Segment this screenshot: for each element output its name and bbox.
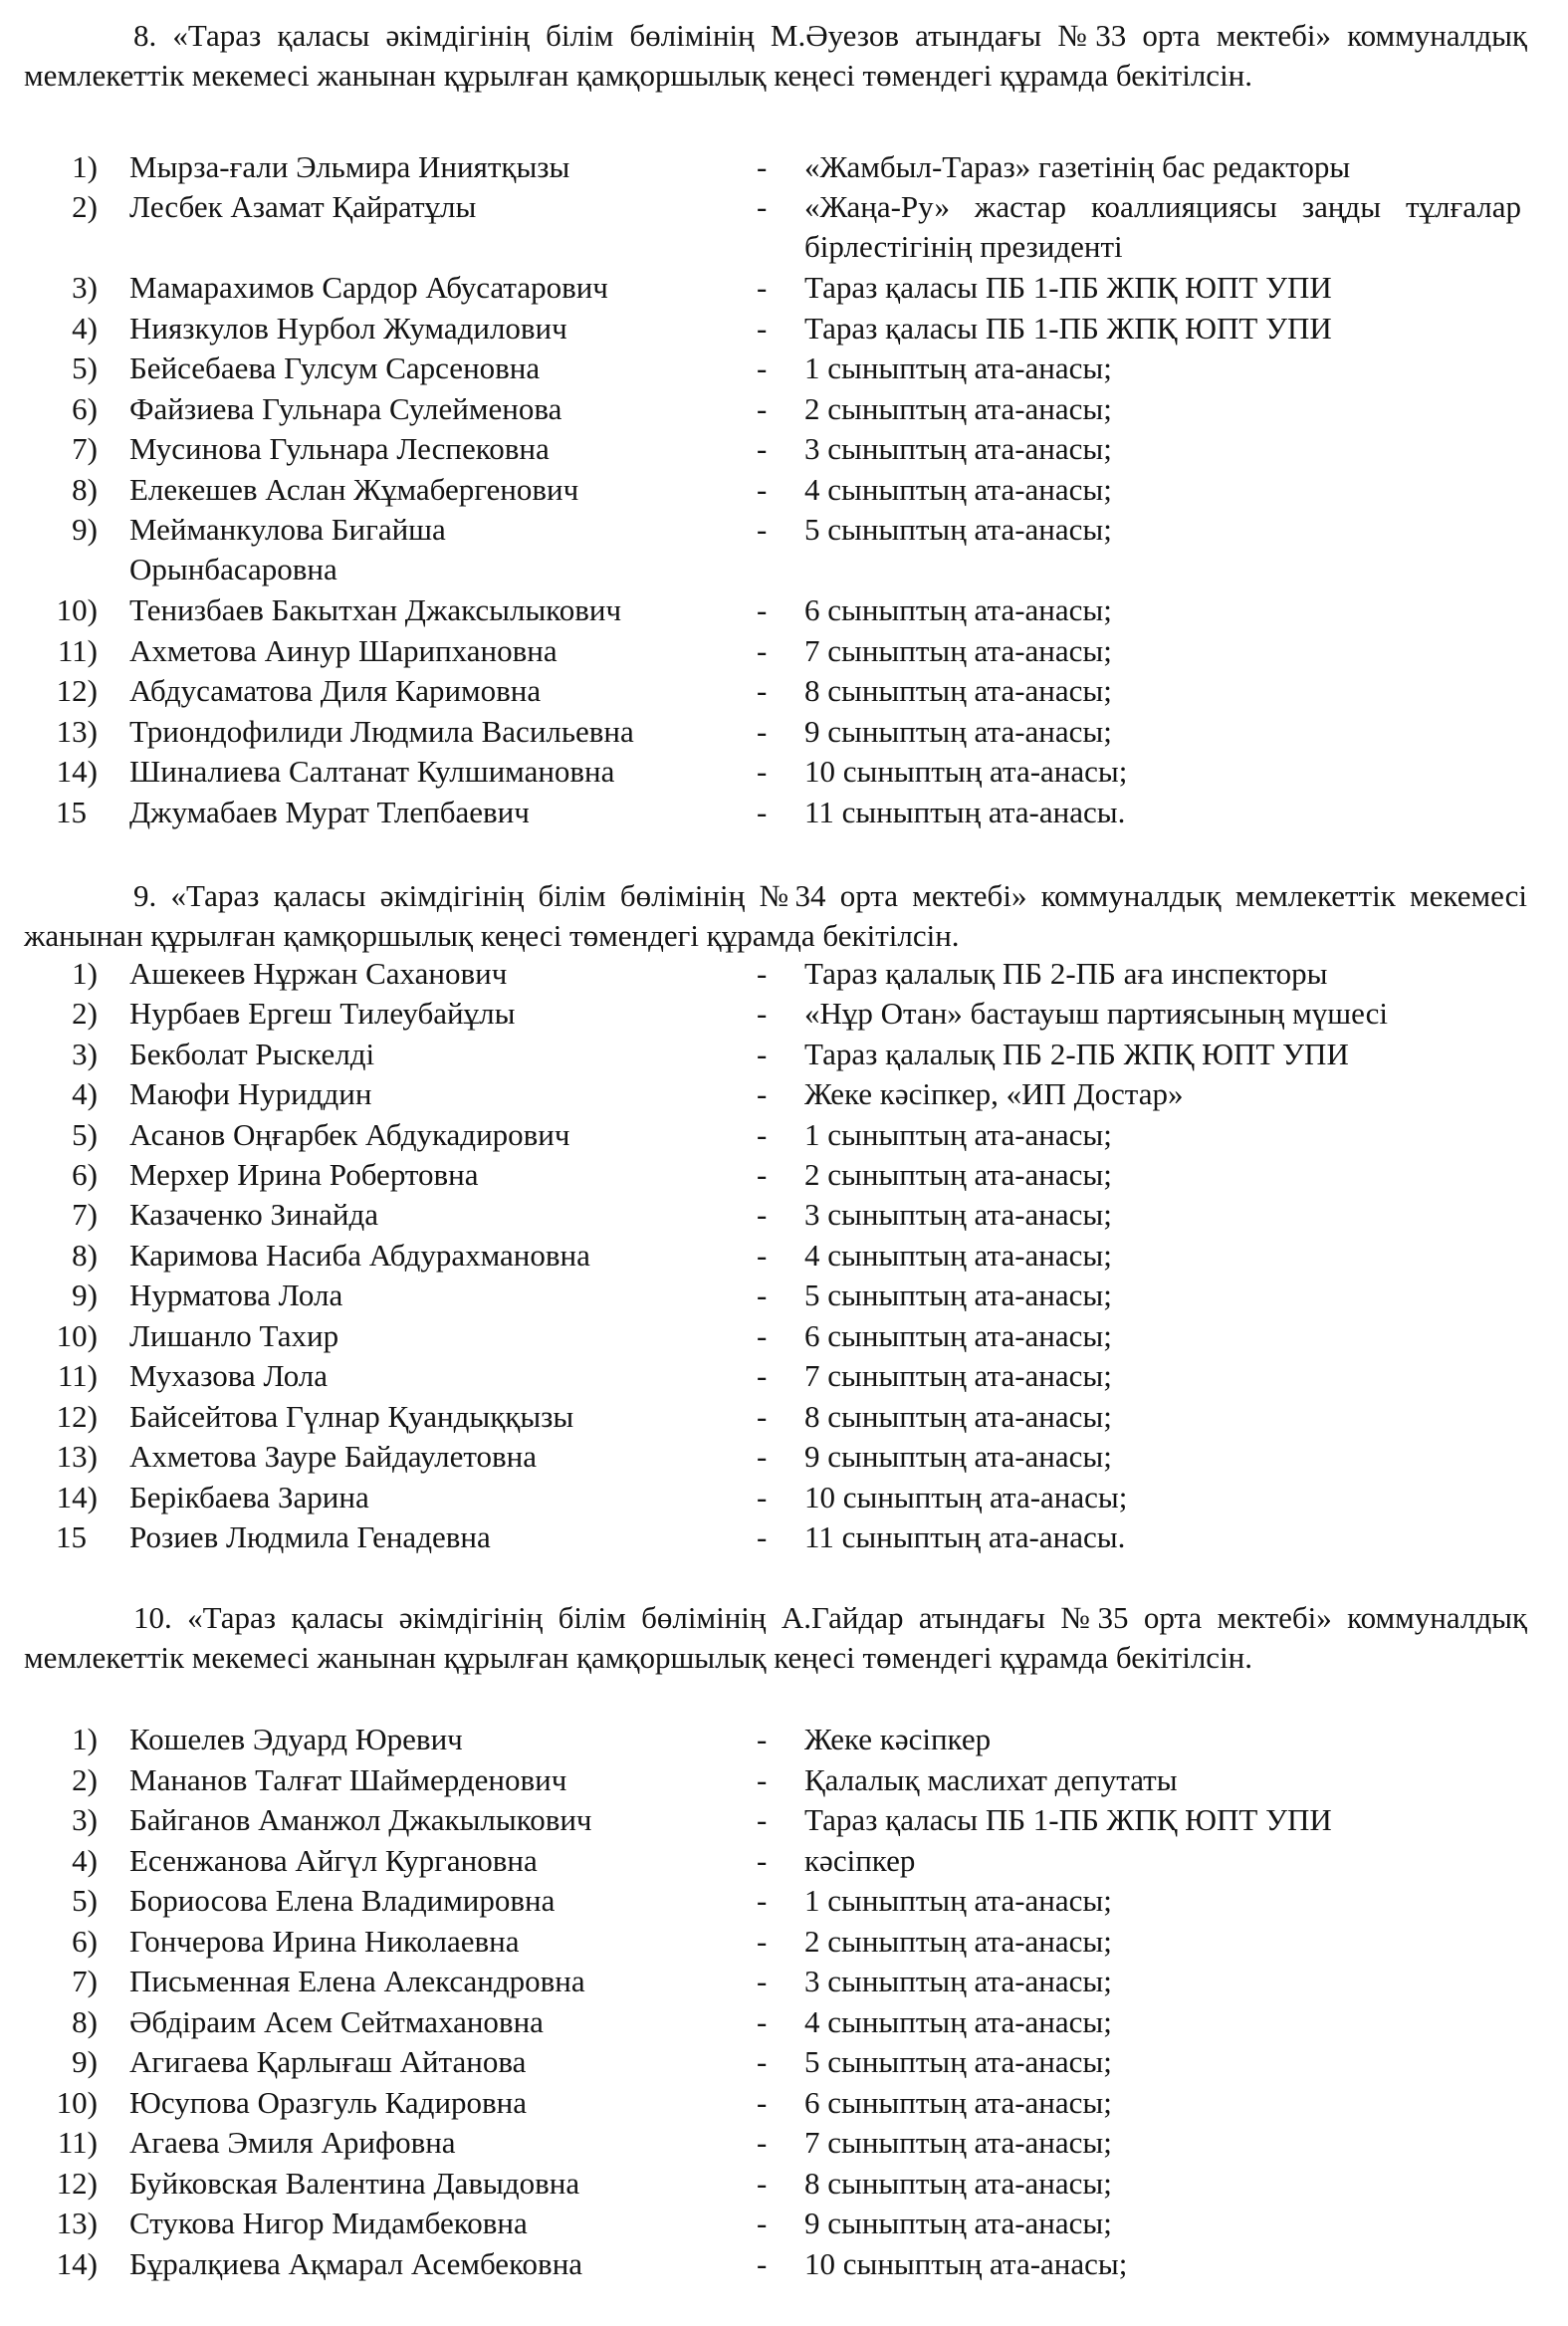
member-name: Бейсебаева Гулсум Сарсеновна: [129, 350, 541, 385]
member-number: 13): [56, 1439, 98, 1474]
member-role: 3 сыныптың ата-анасы;: [804, 1964, 1112, 1998]
member-number: 9): [72, 2044, 98, 2079]
dash-separator: -: [757, 350, 768, 385]
member-role: 2 сыныптың ата-анасы;: [804, 391, 1112, 426]
section-heading: 8. «Тараз қаласы әкімдігінің білім бөлімінің М.Әуезов атындағы №33 орта мектебі» коммуналдық мемлекеттік мекемесі жанынан құрылған қамқоршылық кеңесі төмендегі құрамда бекітілсін.: [24, 18, 1527, 93]
dash-separator: -: [757, 1802, 768, 1837]
member-role: Тараз қалалық ПБ 2-ПБ ЖПҚ ЮПТ УПИ: [804, 1037, 1349, 1071]
dash-separator: -: [757, 1964, 768, 1998]
dash-separator: -: [757, 956, 768, 991]
member-name: Әбдіраим Асем Сейтмахановна: [129, 2004, 544, 2039]
member-number: 12): [56, 673, 98, 708]
member-role: 11 сыныптың ата-анасы.: [804, 795, 1126, 829]
dash-separator: -: [757, 189, 768, 224]
member-number: 5): [72, 350, 98, 385]
member-role: Тараз қаласы ПБ 1-ПБ ЖПҚ ЮПТ УПИ: [804, 1802, 1332, 1837]
dash-separator: -: [757, 673, 768, 708]
member-name: Нурбаев Ергеш Тилеубайұлы: [129, 996, 516, 1031]
member-role: Жеке кәсіпкер: [804, 1722, 992, 1756]
member-number: 11): [57, 1358, 98, 1393]
member-number: 1): [72, 149, 98, 184]
dash-separator: -: [757, 1238, 768, 1273]
member-number: 14): [56, 754, 98, 789]
member-number: 12): [56, 1399, 98, 1434]
member-name: Мананов Талғат Шаймерденович: [129, 1762, 567, 1797]
member-name: Файзиева Гульнара Сулейменова: [129, 391, 562, 426]
member-name: Гончерова Ирина Николаевна: [129, 1924, 520, 1959]
member-name: Ниязкулов Нурбол Жумадилович: [129, 311, 567, 346]
member-name: Ашекеев Нұржан Саханович: [129, 956, 508, 991]
member-number: 7): [72, 431, 98, 466]
member-number: 4): [72, 1076, 98, 1111]
member-role: Тараз қалалық ПБ 2-ПБ аға инспекторы: [804, 956, 1328, 991]
member-name: Лишанло Тахир: [129, 1318, 339, 1353]
member-role: 11 сыныптың ата-анасы.: [804, 1519, 1126, 1554]
member-name: Елекешев Аслан Жұмабергенович: [129, 472, 579, 507]
member-number: 11): [57, 2125, 98, 2160]
member-number: 1): [72, 1722, 98, 1756]
member-name: Мухазова Лола: [129, 1358, 329, 1393]
member-role: 5 сыныптың ата-анасы;: [804, 2044, 1112, 2079]
dash-separator: -: [757, 2125, 768, 2160]
member-role: 10 сыныптың ата-анасы;: [804, 754, 1128, 789]
member-number: 2): [72, 1762, 98, 1797]
dash-separator: -: [757, 1399, 768, 1434]
member-name: Джумабаев Мурат Тлепбаевич: [129, 795, 530, 829]
member-role: Тараз қаласы ПБ 1-ПБ ЖПҚ ЮПТ УПИ: [804, 270, 1332, 305]
dash-separator: -: [757, 472, 768, 507]
member-role: 4 сыныптың ата-анасы;: [804, 472, 1112, 507]
member-number: 2): [72, 189, 98, 224]
member-role: 9 сыныптың ата-анасы;: [804, 1439, 1112, 1474]
member-role: 10 сыныптың ата-анасы;: [804, 2246, 1128, 2281]
member-number: 12): [56, 2166, 98, 2201]
dash-separator: -: [757, 1762, 768, 1797]
member-role: Қалалық маслихат депутаты: [804, 1762, 1178, 1797]
member-role: 7 сыныптың ата-анасы;: [804, 2125, 1112, 2160]
member-number: 4): [72, 311, 98, 346]
member-name: Байсейтова Гүлнар Қуандыққызы: [129, 1399, 574, 1434]
member-role: 6 сыныптың ата-анасы;: [804, 592, 1112, 627]
member-name: Шиналиева Салтанат Кулшимановна: [129, 754, 615, 789]
member-role: кәсіпкер: [804, 1843, 916, 1878]
dash-separator: -: [757, 512, 768, 547]
dash-separator: -: [757, 1358, 768, 1393]
dash-separator: -: [757, 1197, 768, 1232]
member-number: 6): [72, 1924, 98, 1959]
member-role: «Жаңа-Ру» жастар коаллияциясы заңды тұлғалар бірлестігінің президенті: [804, 189, 1521, 264]
member-role: 7 сыныптың ата-анасы;: [804, 633, 1112, 668]
member-role: Жеке кәсіпкер, «ИП Достар»: [804, 1076, 1184, 1111]
dash-separator: -: [757, 1318, 768, 1353]
member-role: 1 сыныптың ата-анасы;: [804, 1117, 1112, 1152]
member-number: 3): [72, 1802, 98, 1837]
member-number: 10): [56, 2085, 98, 2120]
member-number: 15: [56, 795, 87, 829]
dash-separator: -: [757, 1519, 768, 1554]
member-number: 3): [72, 1037, 98, 1071]
member-name: Тенизбаев Бакытхан Джаксылыкович: [129, 592, 622, 627]
member-role: 3 сыныптың ата-анасы;: [804, 431, 1112, 466]
member-role: 10 сыныптың ата-анасы;: [804, 1480, 1128, 1514]
dash-separator: -: [757, 1037, 768, 1071]
member-role: 7 сыныптың ата-анасы;: [804, 1358, 1112, 1393]
dash-separator: -: [757, 431, 768, 466]
member-number: 14): [56, 2246, 98, 2281]
member-role: 5 сыныптың ата-анасы;: [804, 512, 1112, 547]
member-role: 9 сыныптың ата-анасы;: [804, 714, 1112, 749]
member-role: 1 сыныптың ата-анасы;: [804, 350, 1112, 385]
member-name: Кошелев Эдуард Юревич: [129, 1722, 463, 1756]
member-name: Триондофилиди Людмила Васильевна: [129, 714, 634, 749]
member-name: Письменная Елена Александровна: [129, 1964, 585, 1998]
dash-separator: -: [757, 1722, 768, 1756]
dash-separator: -: [757, 270, 768, 305]
dash-separator: -: [757, 1843, 768, 1878]
member-role: 3 сыныптың ата-анасы;: [804, 1197, 1112, 1232]
member-name: Агигаева Қарлығаш Айтанова: [129, 2044, 527, 2079]
member-role: Тараз қаласы ПБ 1-ПБ ЖПҚ ЮПТ УПИ: [804, 311, 1332, 346]
dash-separator: -: [757, 633, 768, 668]
member-number: 11): [57, 633, 98, 668]
member-role: 6 сыныптың ата-анасы;: [804, 2085, 1112, 2120]
member-role: 4 сыныптың ата-анасы;: [804, 1238, 1112, 1273]
member-name: Бұралқиева Ақмарал Асембековна: [129, 2246, 583, 2281]
member-number: 8): [72, 472, 98, 507]
member-number: 14): [56, 1480, 98, 1514]
member-name: Юсупова Оразгуль Кадировна: [129, 2085, 528, 2120]
dash-separator: -: [757, 2246, 768, 2281]
member-role: 2 сыныптың ата-анасы;: [804, 1924, 1112, 1959]
dash-separator: -: [757, 1278, 768, 1312]
section-heading: 10. «Тараз қаласы әкімдігінің білім бөлімінің А.Гайдар атындағы №35 орта мектебі» коммуналдық мемлекеттік мекемесі жанынан құрылған қамқоршылық кеңесі төмендегі құрамда бекітілсін.: [24, 1600, 1527, 1675]
dash-separator: -: [757, 795, 768, 829]
member-name: Маюфи Нуриддин: [129, 1076, 372, 1111]
member-number: 6): [72, 1157, 98, 1192]
section-heading: 9. «Тараз қаласы әкімдігінің білім бөлімінің №34 орта мектебі» коммуналдық мемлекеттік мекемесі жанынан құрылған қамқоршылық кеңесі төмендегі құрамда бекітілсін.: [24, 878, 1527, 953]
member-name: Розиев Людмила Генадевна: [129, 1519, 491, 1554]
member-name: Мейманкулова Бигайша Орынбасаровна: [129, 512, 446, 586]
member-role: 9 сыныптың ата-анасы;: [804, 2206, 1112, 2240]
member-number: 9): [72, 1278, 98, 1312]
member-number: 5): [72, 1117, 98, 1152]
member-number: 10): [56, 592, 98, 627]
dash-separator: -: [757, 2044, 768, 2079]
dash-separator: -: [757, 2206, 768, 2240]
member-role: 2 сыныптың ата-анасы;: [804, 1157, 1112, 1192]
member-role: 1 сыныптың ата-анасы;: [804, 1883, 1112, 1918]
member-name: Буйковская Валентина Давыдовна: [129, 2166, 580, 2201]
dash-separator: -: [757, 714, 768, 749]
member-role: 5 сыныптың ата-анасы;: [804, 1278, 1112, 1312]
dash-separator: -: [757, 1924, 768, 1959]
member-name: Ахметова Аинур Шарипхановна: [129, 633, 558, 668]
member-role: «Нұр Отан» бастауыш партиясының мүшесі: [804, 996, 1388, 1031]
member-name: Мамарахимов Сардор Абусатарович: [129, 270, 608, 305]
dash-separator: -: [757, 1883, 768, 1918]
member-number: 15: [56, 1519, 87, 1554]
member-name: Агаева Эмиля Арифовна: [129, 2125, 456, 2160]
dash-separator: -: [757, 311, 768, 346]
member-role: «Жамбыл-Тараз» газетінің бас редакторы: [804, 149, 1351, 184]
dash-separator: -: [757, 1157, 768, 1192]
member-number: 8): [72, 1238, 98, 1273]
member-name: Каримова Насиба Абдурахмановна: [129, 1238, 590, 1273]
member-name: Бекболат Рыскелді: [129, 1037, 375, 1071]
dash-separator: -: [757, 1117, 768, 1152]
member-name: Мусинова Гульнара Леспековна: [129, 431, 550, 466]
dash-separator: -: [757, 2085, 768, 2120]
member-number: 13): [56, 714, 98, 749]
member-role: 8 сыныптың ата-анасы;: [804, 2166, 1112, 2201]
member-number: 6): [72, 391, 98, 426]
member-number: 9): [72, 512, 98, 547]
member-role: 8 сыныптың ата-анасы;: [804, 1399, 1112, 1434]
member-number: 4): [72, 1843, 98, 1878]
member-role: 4 сыныптың ата-анасы;: [804, 2004, 1112, 2039]
dash-separator: -: [757, 1480, 768, 1514]
member-name: Берікбаева Зарина: [129, 1480, 369, 1514]
dash-separator: -: [757, 996, 768, 1031]
member-role: 6 сыныптың ата-анасы;: [804, 1318, 1112, 1353]
member-number: 2): [72, 996, 98, 1031]
member-name: Есенжанова Айгүл Кургановна: [129, 1843, 538, 1878]
member-number: 10): [56, 1318, 98, 1353]
member-number: 7): [72, 1197, 98, 1232]
member-name: Бориосова Елена Владимировна: [129, 1883, 556, 1918]
dash-separator: -: [757, 2166, 768, 2201]
member-name: Нурматова Лола: [129, 1278, 343, 1312]
member-name: Казаченко Зинайда: [129, 1197, 379, 1232]
dash-separator: -: [757, 149, 768, 184]
dash-separator: -: [757, 754, 768, 789]
dash-separator: -: [757, 2004, 768, 2039]
member-name: Лесбек Азамат Қайратұлы: [129, 189, 477, 224]
dash-separator: -: [757, 592, 768, 627]
member-number: 8): [72, 2004, 98, 2039]
member-number: 7): [72, 1964, 98, 1998]
dash-separator: -: [757, 1076, 768, 1111]
member-name: Абдусаматова Диля Каримовна: [129, 673, 542, 708]
member-number: 13): [56, 2206, 98, 2240]
member-role: 8 сыныптың ата-анасы;: [804, 673, 1112, 708]
member-number: 3): [72, 270, 98, 305]
member-number: 5): [72, 1883, 98, 1918]
member-number: 1): [72, 956, 98, 991]
member-name: Ахметова Зауре Байдаулетовна: [129, 1439, 537, 1474]
member-name: Мырза-ғали Эльмира Иниятқызы: [129, 149, 570, 184]
dash-separator: -: [757, 1439, 768, 1474]
member-name: Стукова Нигор Мидамбековна: [129, 2206, 528, 2240]
dash-separator: -: [757, 391, 768, 426]
member-name: Асанов Оңғарбек Абдукадирович: [129, 1117, 570, 1152]
member-name: Мерхер Ирина Робертовна: [129, 1157, 479, 1192]
member-name: Байганов Аманжол Джакылыкович: [129, 1802, 592, 1837]
